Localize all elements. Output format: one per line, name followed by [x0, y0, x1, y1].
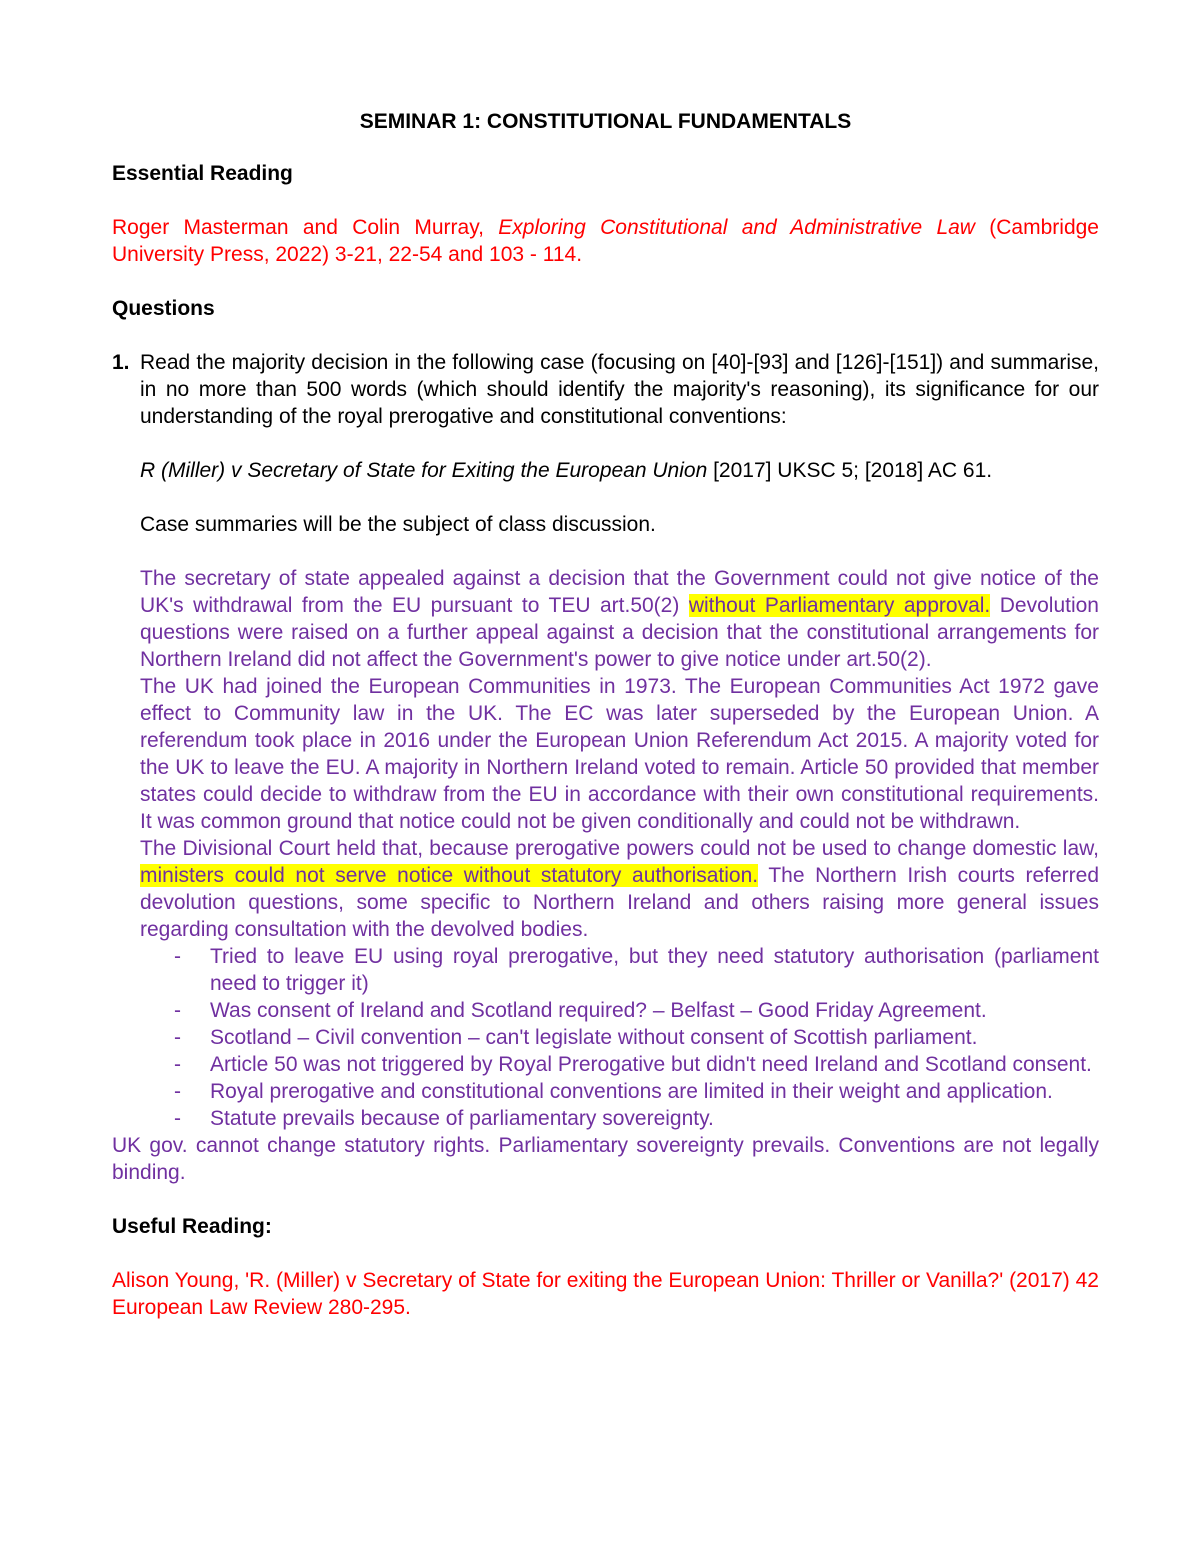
document-body: [112, 110, 1099, 1321]
essential-reading-heading: Essential Reading: [112, 162, 293, 185]
case-reference: [140, 457, 1099, 484]
essential-reading-reference: [112, 214, 1099, 268]
reference-details: (Cambridge University Press, 2022) 3-21, 22-54 and 103 - 114.: [112, 216, 1099, 266]
questions-heading: Questions: [112, 297, 215, 320]
list-item: - Article 50 was not triggered by Royal Prerogative but didn't need Ireland and Scotland consent.: [174, 1053, 1092, 1076]
discussion-note: Case summaries will be the subject of class discussion.: [140, 513, 656, 536]
highlight-statutory-authorisation: ministers could not serve notice without statutory authorisation.: [140, 864, 759, 887]
useful-reading-heading: Useful Reading:: [112, 1215, 272, 1238]
list-item: - Statute prevails because of parliamentary sovereignty.: [174, 1107, 714, 1130]
list-item: - Was consent of Ireland and Scotland required? – Belfast – Good Friday Agreement.: [174, 999, 987, 1022]
useful-reading-reference: Alison Young, 'R. (Miller) v Secretary of State for exiting the European Union: Thriller or Vanilla?' (2017) 42 European Law Review 280-295.: [112, 1269, 1099, 1319]
summary-paragraph-2: The UK had joined the European Communities in 1973. The European Communities Act 1972 gave effect to Community law in the UK. The EC was later superseded by the European Union. A referendum took place in 2016 under the European Union Referendum Act 2015. A majority voted for the UK to leave the EU. A majority in Northern Ireland voted to remain. Article 50 provided that member states could decide to withdraw from the EU in accordance with their own constitutional requirements. It was common ground that notice could not be given conditionally and could not be withdrawn.: [140, 675, 1099, 833]
page-title: SEMINAR 1: CONSTITUTIONAL FUNDAMENTALS: [359, 110, 852, 133]
summary-paragraph-1: The secretary of state appealed against a decision that the Government could not give notice of the UK's withdrawal from the EU pursuant to TEU art.50(2) without Parliamentary approval. Devolution questions were raised on a further appeal against a decision that the constitutional arrangements for Northern Ireland did not affect the Government's power to give notice under art.50(2).: [140, 567, 1099, 671]
highlight-parliamentary-approval: without Parliamentary approval.: [688, 594, 991, 617]
summary-conclusion: UK gov. cannot change statutory rights. Parliamentary sovereignty prevails. Conventions are not legally binding.: [112, 1134, 1099, 1184]
reference-authors: Roger Masterman and Colin Murray,: [112, 216, 499, 239]
question-prompt: Read the majority decision in the following case (focusing on [40]-[93] and [126]-[151]) and summarise, in no more than 500 words (which should identify the majority's reasoning), its significance for our understanding of the royal prerogative and constitutional conventions:: [140, 351, 1099, 428]
list-item: - Tried to leave EU using royal prerogative, but they need statutory authorisation (parliament need to trigger it): [174, 945, 1099, 995]
list-item: - Royal prerogative and constitutional conventions are limited in their weight and application.: [174, 1080, 1053, 1103]
question-number: 1.: [112, 351, 130, 374]
list-item: - Scotland – Civil convention – can't legislate without consent of Scottish parliament.: [174, 1026, 978, 1049]
case-name: R (Miller) v Secretary of State for Exiting the European Union: [140, 459, 708, 482]
summary-paragraph-3: The Divisional Court held that, because prerogative powers could not be used to change domestic law, ministers could not serve notice without statutory authorisation. The Northern Irish courts referred devolution questions, some specific to Northern Ireland and others raising more general issues regarding consultation with the devolved bodies.: [140, 837, 1099, 941]
question-1: [112, 349, 1099, 1132]
reference-book-title: Exploring Constitutional and Administrative Law: [498, 216, 975, 239]
summary-bullet-list: [112, 943, 1099, 1132]
case-citation: [2017] UKSC 5; [2018] AC 61.: [707, 459, 993, 482]
